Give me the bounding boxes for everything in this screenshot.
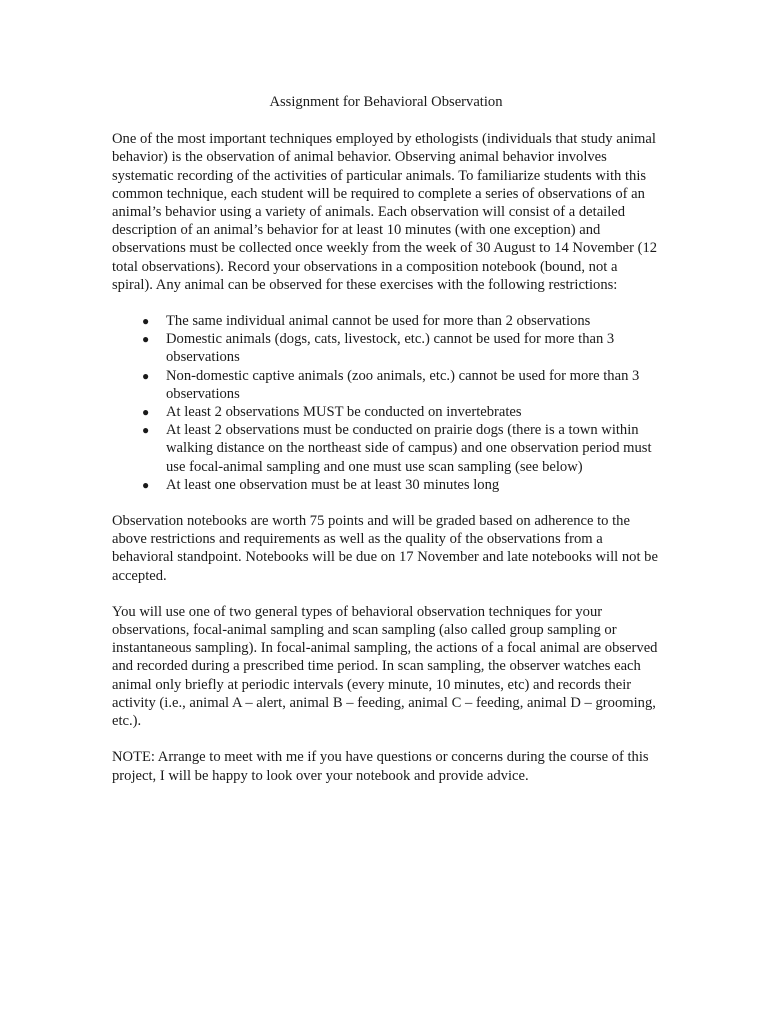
bullet-icon: ●	[142, 368, 150, 383]
list-item	[112, 312, 660, 330]
bullet-icon: ●	[142, 332, 150, 347]
list-item-text: The same individual animal cannot be used for more than 2 observations	[166, 313, 591, 330]
list-item-text: At least 2 observations must be conducted on prairie dogs (there is a town within walking distance on the northeast side of campus) and one observation period must use focal-animal sampling and one must use scan sampling (see below)	[166, 422, 652, 475]
document-page	[112, 93, 660, 803]
list-item	[112, 421, 660, 476]
bullet-icon: ●	[142, 314, 150, 329]
document-title: Assignment for Behavioral Observation	[269, 94, 503, 110]
note-paragraph: NOTE: Arrange to meet with me if you have questions or concerns during the course of this project, I will be happy to look over your notebook and provide advice.	[112, 749, 649, 784]
list-item	[112, 476, 660, 494]
list-item-text: At least one observation must be at least 30 minutes long	[166, 476, 500, 493]
list-item-text: At least 2 observations MUST be conducted on invertebrates	[166, 404, 522, 421]
bullet-icon: ●	[142, 405, 150, 420]
restrictions-list	[112, 312, 660, 494]
grading-paragraph: Observation notebooks are worth 75 points and will be graded based on adherence to the above restrictions and requirements as well as the quality of the observations from a behavioral standpoint. Notebooks will be due on 17 November and late notebooks will not be accepted.	[112, 513, 658, 584]
list-item	[112, 330, 660, 366]
list-item-text: Non-domestic captive animals (zoo animals, etc.) cannot be used for more than 3 observations	[166, 367, 640, 402]
techniques-paragraph: You will use one of two general types of behavioral observation techniques for your observations, focal-animal sampling and scan sampling (also called group sampling or instantaneous sampling). In focal-animal sampling, the actions of a focal animal are observed and recorded during a prescribed time period. In scan sampling, the observer watches each animal only briefly at periodic intervals (every minute, 10 minutes, etc) and records their activity (i.e., animal A – alert, animal B – feeding, animal C – feeding, animal D – grooming, etc.).	[112, 603, 658, 730]
list-item-text: Domestic animals (dogs, cats, livestock, etc.) cannot be used for more than 3 observations	[166, 331, 615, 366]
list-item	[112, 403, 660, 421]
bullet-icon: ●	[142, 477, 150, 492]
intro-paragraph: One of the most important techniques employed by ethologists (individuals that study animal behavior) is the observation of animal behavior. Observing animal behavior involves systematic recording of the activities of particular animals. To familiarize students with this common technique, each student will be required to complete a series of observations of an animal’s behavior using a variety of animals. Each observation will consist of a detailed description of an animal’s behavior for at least 10 minutes (with one exception) and observations must be collected once weekly from the week of 30 August to 14 November (12 total observations). Record your observations in a composition notebook (bound, not a spiral). Any animal can be observed for these exercises with the following restrictions:	[112, 131, 658, 293]
list-item	[112, 367, 660, 403]
bullet-icon: ●	[142, 423, 150, 438]
